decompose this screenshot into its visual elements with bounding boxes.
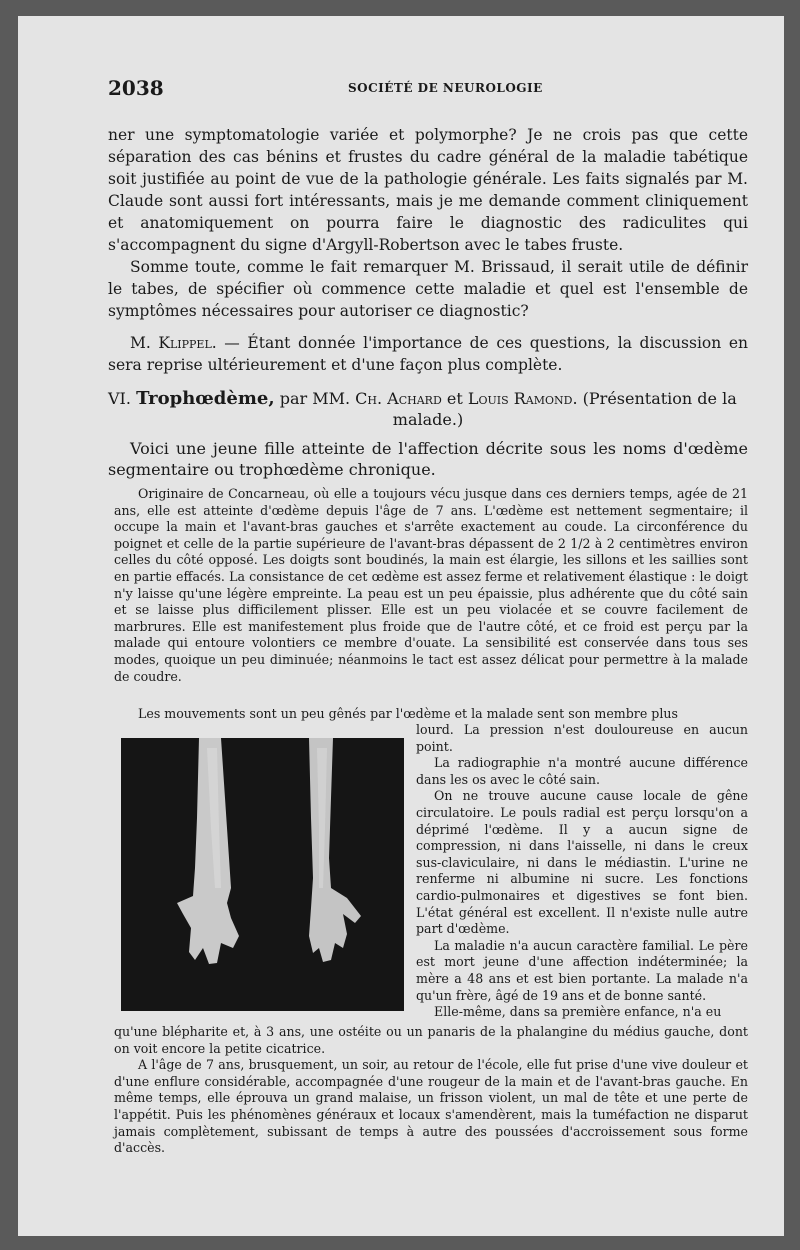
author-1: Ch. Achard bbox=[355, 389, 442, 408]
case-paragraph-1: Originaire de Concarneau, où elle a toujours vécu jusque dans ces derniers temps, agée de 21 ans, elle est atteinte d'œdème depuis l'âge de 7 ans. L'œdème est nettement segmentaire; il occupe la main et l'avant-bras gauches et s'arrête exactement au coude. La circonférence du poignet et celle de la partie supérieure de l'avant-bras dépassent de 2 1/2 à 2 centimètres environ celles du côté opposé. Les doigts sont boudinés, la main est élargie, les sillons et les saillies sont en partie effacés. La consistance de cet œdème est assez ferme et relativement élastique : le doigt n'y laisse qu'une légère empreinte. La peau est un peu épaissie, plus adhérente que du côté sain et se laisse plus difficilement plisser. Elle est un peu violacée et se couvre facilement de marbrures. Elle est manifestement plus froide que de l'autre côté, et ce froid est perçu par la malade qui entoure volontiers ce membre d'ouate. La sensibilité est conservée dans tous ses modes, quoique un peu diminuée; néanmoins le tact est assez délicat pour permettre à la malade de coudre. bbox=[114, 486, 748, 684]
forearms-photograph bbox=[121, 738, 404, 1011]
page-number: 2038 bbox=[108, 76, 164, 100]
discussion-paragraph-2: Somme toute, comme le fait remarquer M. Brissaud, il serait utile de définir le tabes, de spécifier où commence cette maladie et quel est l'ensemble de symptômes nécessaires pour autoriser ce diagnostic? bbox=[108, 258, 748, 320]
wrap-paragraph-1: lourd. La pression n'est douloureuse en aucun point. bbox=[416, 722, 748, 754]
authors-prefix: par MM. bbox=[274, 389, 356, 408]
section-title bbox=[108, 388, 748, 430]
section-note-line-2: malade.) bbox=[392, 410, 464, 429]
wrap-paragraph-5: Elle-même, dans sa première enfance, n'a eu bbox=[434, 1004, 722, 1020]
book-page bbox=[18, 16, 784, 1236]
wrap-paragraph-4: La maladie n'a aucun caractère familial. Le père est mort jeune d'une affection indéterminée; la mère a 48 ans et est bien portante. La malade n'a qu'un frère, âgé de 19 ans et de bonne santé. bbox=[416, 937, 748, 1003]
section-heading: Trophœdème, bbox=[136, 388, 275, 409]
forearms-illustration bbox=[121, 738, 404, 1011]
discussion-paragraph-3 bbox=[108, 332, 748, 376]
speaker-remark: — Étant donnée l'importance de ces questions, la discussion en sera reprise ultérieurement et d'une façon plus complète. bbox=[108, 334, 748, 374]
wrap-paragraph-3: On ne trouve aucune cause locale de gêne circulatoire. Le pouls radial est perçu lorsqu'on a déprimé l'œdème. Il y a aucun signe de compression, ni dans l'aisselle, ni dans le creux sus-claviculaire, ni dans le médiastin. L'urine ne renferme ni albumine ni sucre. Les fonctions cardio-pulmonaires et digestives se font bien. L'état général est excellent. Il n'existe nulle autre part d'œdème. bbox=[416, 788, 748, 937]
running-head: SOCIÉTÉ DE NEUROLOGIE bbox=[348, 81, 543, 95]
discussion-text bbox=[108, 124, 748, 376]
history-paragraph-1: qu'une blépharite et, à 3 ans, une ostéite ou un panaris de la phalangine du médius gauche, dont on voit encore la petite cicatrice. bbox=[114, 1024, 748, 1056]
case-lead-line: Les mouvements sont un peu gênés par l'œdème et la malade sent son membre plus bbox=[138, 706, 678, 721]
section-number: VI. bbox=[108, 389, 131, 408]
case-wrapped-text bbox=[416, 722, 748, 1021]
case-history bbox=[114, 1024, 748, 1157]
speaker-name: M. Klippel. bbox=[130, 334, 217, 352]
section-intro: Voici une jeune fille atteinte de l'affection décrite sous les noms d'œdème segmentaire ou trophœdème chronique. bbox=[108, 439, 748, 479]
case-description bbox=[114, 486, 748, 685]
author-2: Louis Ramond bbox=[467, 389, 573, 408]
wrap-paragraph-2: La radiographie n'a montré aucune différence dans les os avec le côté sain. bbox=[416, 755, 748, 787]
history-paragraph-2: A l'âge de 7 ans, brusquement, un soir, au retour de l'école, elle fut prise d'une vive douleur et d'une enflure considérable, accompagnée d'une rougeur de la main et de l'avant-bras gauche. En même temps, elle éprouva un grand malaise, un frisson violent, un mal de tête et une perte de l'appétit. Puis les phénomènes généraux et locaux s'amendèrent, mais la tuméfaction ne disparut jamais complètement, subissant de temps à autre des poussées d'accroissement sous forme d'accès. bbox=[114, 1057, 748, 1156]
discussion-paragraph-1: ner une symptomatologie variée et polymorphe? Je ne crois pas que cette séparation des cas bénins et frustes du cadre général de la maladie tabétique soit justifiée au point de vue de la pathologie générale. Les faits signalés par M. Claude sont aussi fort intéressants, mais je me demande comment cliniquement et anatomiquement on pourra faire le diagnostic des radiculites qui s'accompagnent du signe d'Argyll-Robertson avec le tabes fruste. bbox=[108, 126, 748, 254]
section-note-line-1: . (Présentation de la bbox=[572, 389, 737, 408]
authors-and: et bbox=[441, 389, 468, 408]
page-header bbox=[108, 76, 748, 106]
